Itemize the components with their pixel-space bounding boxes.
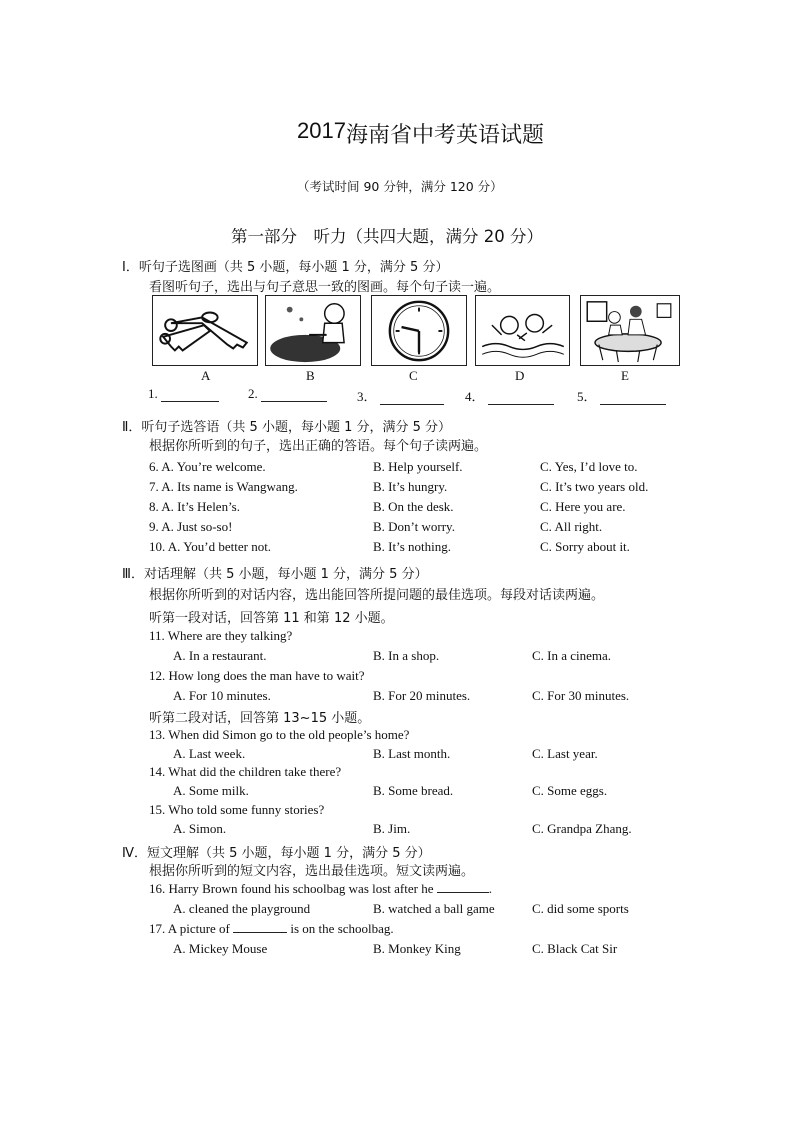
picture-label-a: A [201,368,211,383]
boy-leaves-icon [266,296,360,365]
page-title: 2017海南省中考英语试题 [297,118,544,148]
restaurant-table-icon [581,296,679,365]
q16-option-c[interactable]: C. did some sports [532,901,629,916]
q10-option-a[interactable]: 10. A. You’d better not. [149,539,272,554]
section-2-heading: Ⅱ．听句子选答语（共 5 小题，每小题 1 分，满分 5 分） [122,420,452,435]
q12-option-b[interactable]: B. For 20 minutes. [373,688,471,703]
picture-d [475,295,570,366]
answer-blank-1[interactable]: 1. [148,386,219,402]
q9-option-c[interactable]: C. All right. [540,519,603,534]
q8-option-c[interactable]: C. Here you are. [540,499,626,514]
q11-option-a[interactable]: A. In a restaurant. [173,648,267,663]
q16-text: 16. Harry Brown found his schoolbag was lost after he . [149,881,492,896]
q12-option-c[interactable]: C. For 30 minutes. [532,688,630,703]
q15-option-c[interactable]: C. Grandpa Zhang. [532,821,632,836]
q16-option-b[interactable]: B. watched a ball game [373,901,495,916]
q6-option-c[interactable]: C. Yes, I’d love to. [540,459,638,474]
section-1-instruction: 看图听句子，选出与句子意思一致的图画。每个句子读一遍。 [149,280,501,295]
q13-option-b[interactable]: B. Last month. [373,746,451,761]
keys-icon [153,296,257,365]
q13-text: 13. When did Simon go to the old people’s home? [149,727,410,742]
answer-blank-5[interactable]: 5． [577,386,666,405]
q7-option-a[interactable]: 7. A. Its name is Wangwang. [149,479,298,494]
q7-option-c[interactable]: C. It’s two years old. [540,479,649,494]
q13-option-c[interactable]: C. Last year. [532,746,598,761]
picture-c [371,295,467,366]
answer-blank-4[interactable]: 4． [465,386,554,405]
picture-b [265,295,361,366]
q14-option-b[interactable]: B. Some bread. [373,783,454,798]
q16-option-a[interactable]: A. cleaned the playground [173,901,311,916]
q6-option-a[interactable]: 6. A. You’re welcome. [149,459,266,474]
q8-option-b[interactable]: B. On the desk. [373,499,454,514]
answer-blank-3[interactable]: 3． [357,386,444,405]
q12-option-a[interactable]: A. For 10 minutes. [173,688,271,703]
section-3-heading: Ⅲ．对话理解（共 5 小题，每小题 1 分，满分 5 分） [122,567,428,582]
q14-option-a[interactable]: A. Some milk. [173,783,249,798]
q7-option-b[interactable]: B. It’s hungry. [373,479,448,494]
exam-info: （考试时间 90 分钟，满分 120 分） [297,179,503,194]
picture-e [580,295,680,366]
q15-option-a[interactable]: A. Simon. [173,821,227,836]
q11-text: 11. Where are they talking? [149,628,293,643]
q15-option-b[interactable]: B. Jim. [373,821,411,836]
q13-option-a[interactable]: A. Last week. [173,746,246,761]
q15-text: 15. Who told some funny stories? [149,802,325,817]
q11-option-c[interactable]: C. In a cinema. [532,648,612,663]
picture-label-b: B [306,368,315,383]
q10-option-c[interactable]: C. Sorry about it. [540,539,630,554]
q6-option-b[interactable]: B. Help yourself. [373,459,463,474]
q12-text: 12. How long does the man have to wait? [149,668,365,683]
q17-text: 17. A picture of is on the schoolbag. [149,921,394,936]
q8-option-a[interactable]: 8. A. It’s Helen’s. [149,499,240,514]
q17-option-c[interactable]: C. Black Cat Sir [532,941,618,956]
picture-label-d: D [515,368,525,383]
q17-blank[interactable] [233,921,287,933]
clock-icon [372,296,466,365]
section-4-instruction: 根据你所听到的短文内容，选出最佳选项。短文读两遍。 [149,864,475,879]
q17-option-a[interactable]: A. Mickey Mouse [173,941,268,956]
q17-option-b[interactable]: B. Monkey King [373,941,461,956]
section-3-instruction: 根据你所听到的对话内容，选出能回答所提问题的最佳选项。每段对话读两遍。 [149,588,605,603]
picture-a [152,295,258,366]
q10-option-b[interactable]: B. It’s nothing. [373,539,452,554]
section-4-heading: Ⅳ．短文理解（共 5 小题，每小题 1 分，满分 5 分） [122,846,431,861]
q9-option-a[interactable]: 9. A. Just so-so! [149,519,233,534]
q11-option-b[interactable]: B. In a shop. [373,648,440,663]
answer-blank-2[interactable]: 2. [248,386,327,402]
picture-label-c: C [409,368,418,383]
conversation-1-intro: 听第一段对话，回答第 11 和第 12 小题。 [149,611,394,626]
q14-text: 14. What did the children take there? [149,764,342,779]
q9-option-b[interactable]: B. Don’t worry. [373,519,455,534]
swimming-kids-icon [476,296,569,365]
section-1-heading: Ⅰ．听句子选图画（共 5 小题，每小题 1 分，满分 5 分） [122,260,449,275]
q16-blank[interactable] [437,881,489,893]
conversation-2-intro: 听第二段对话，回答第 13~15 小题。 [149,711,371,726]
part-heading: 第一部分 听力（共四大题，满分 20 分） [231,227,543,246]
section-2-instruction: 根据你所听到的句子，选出正确的答语。每个句子读两遍。 [149,439,488,454]
picture-label-e: E [621,368,629,383]
q14-option-c[interactable]: C. Some eggs. [532,783,608,798]
